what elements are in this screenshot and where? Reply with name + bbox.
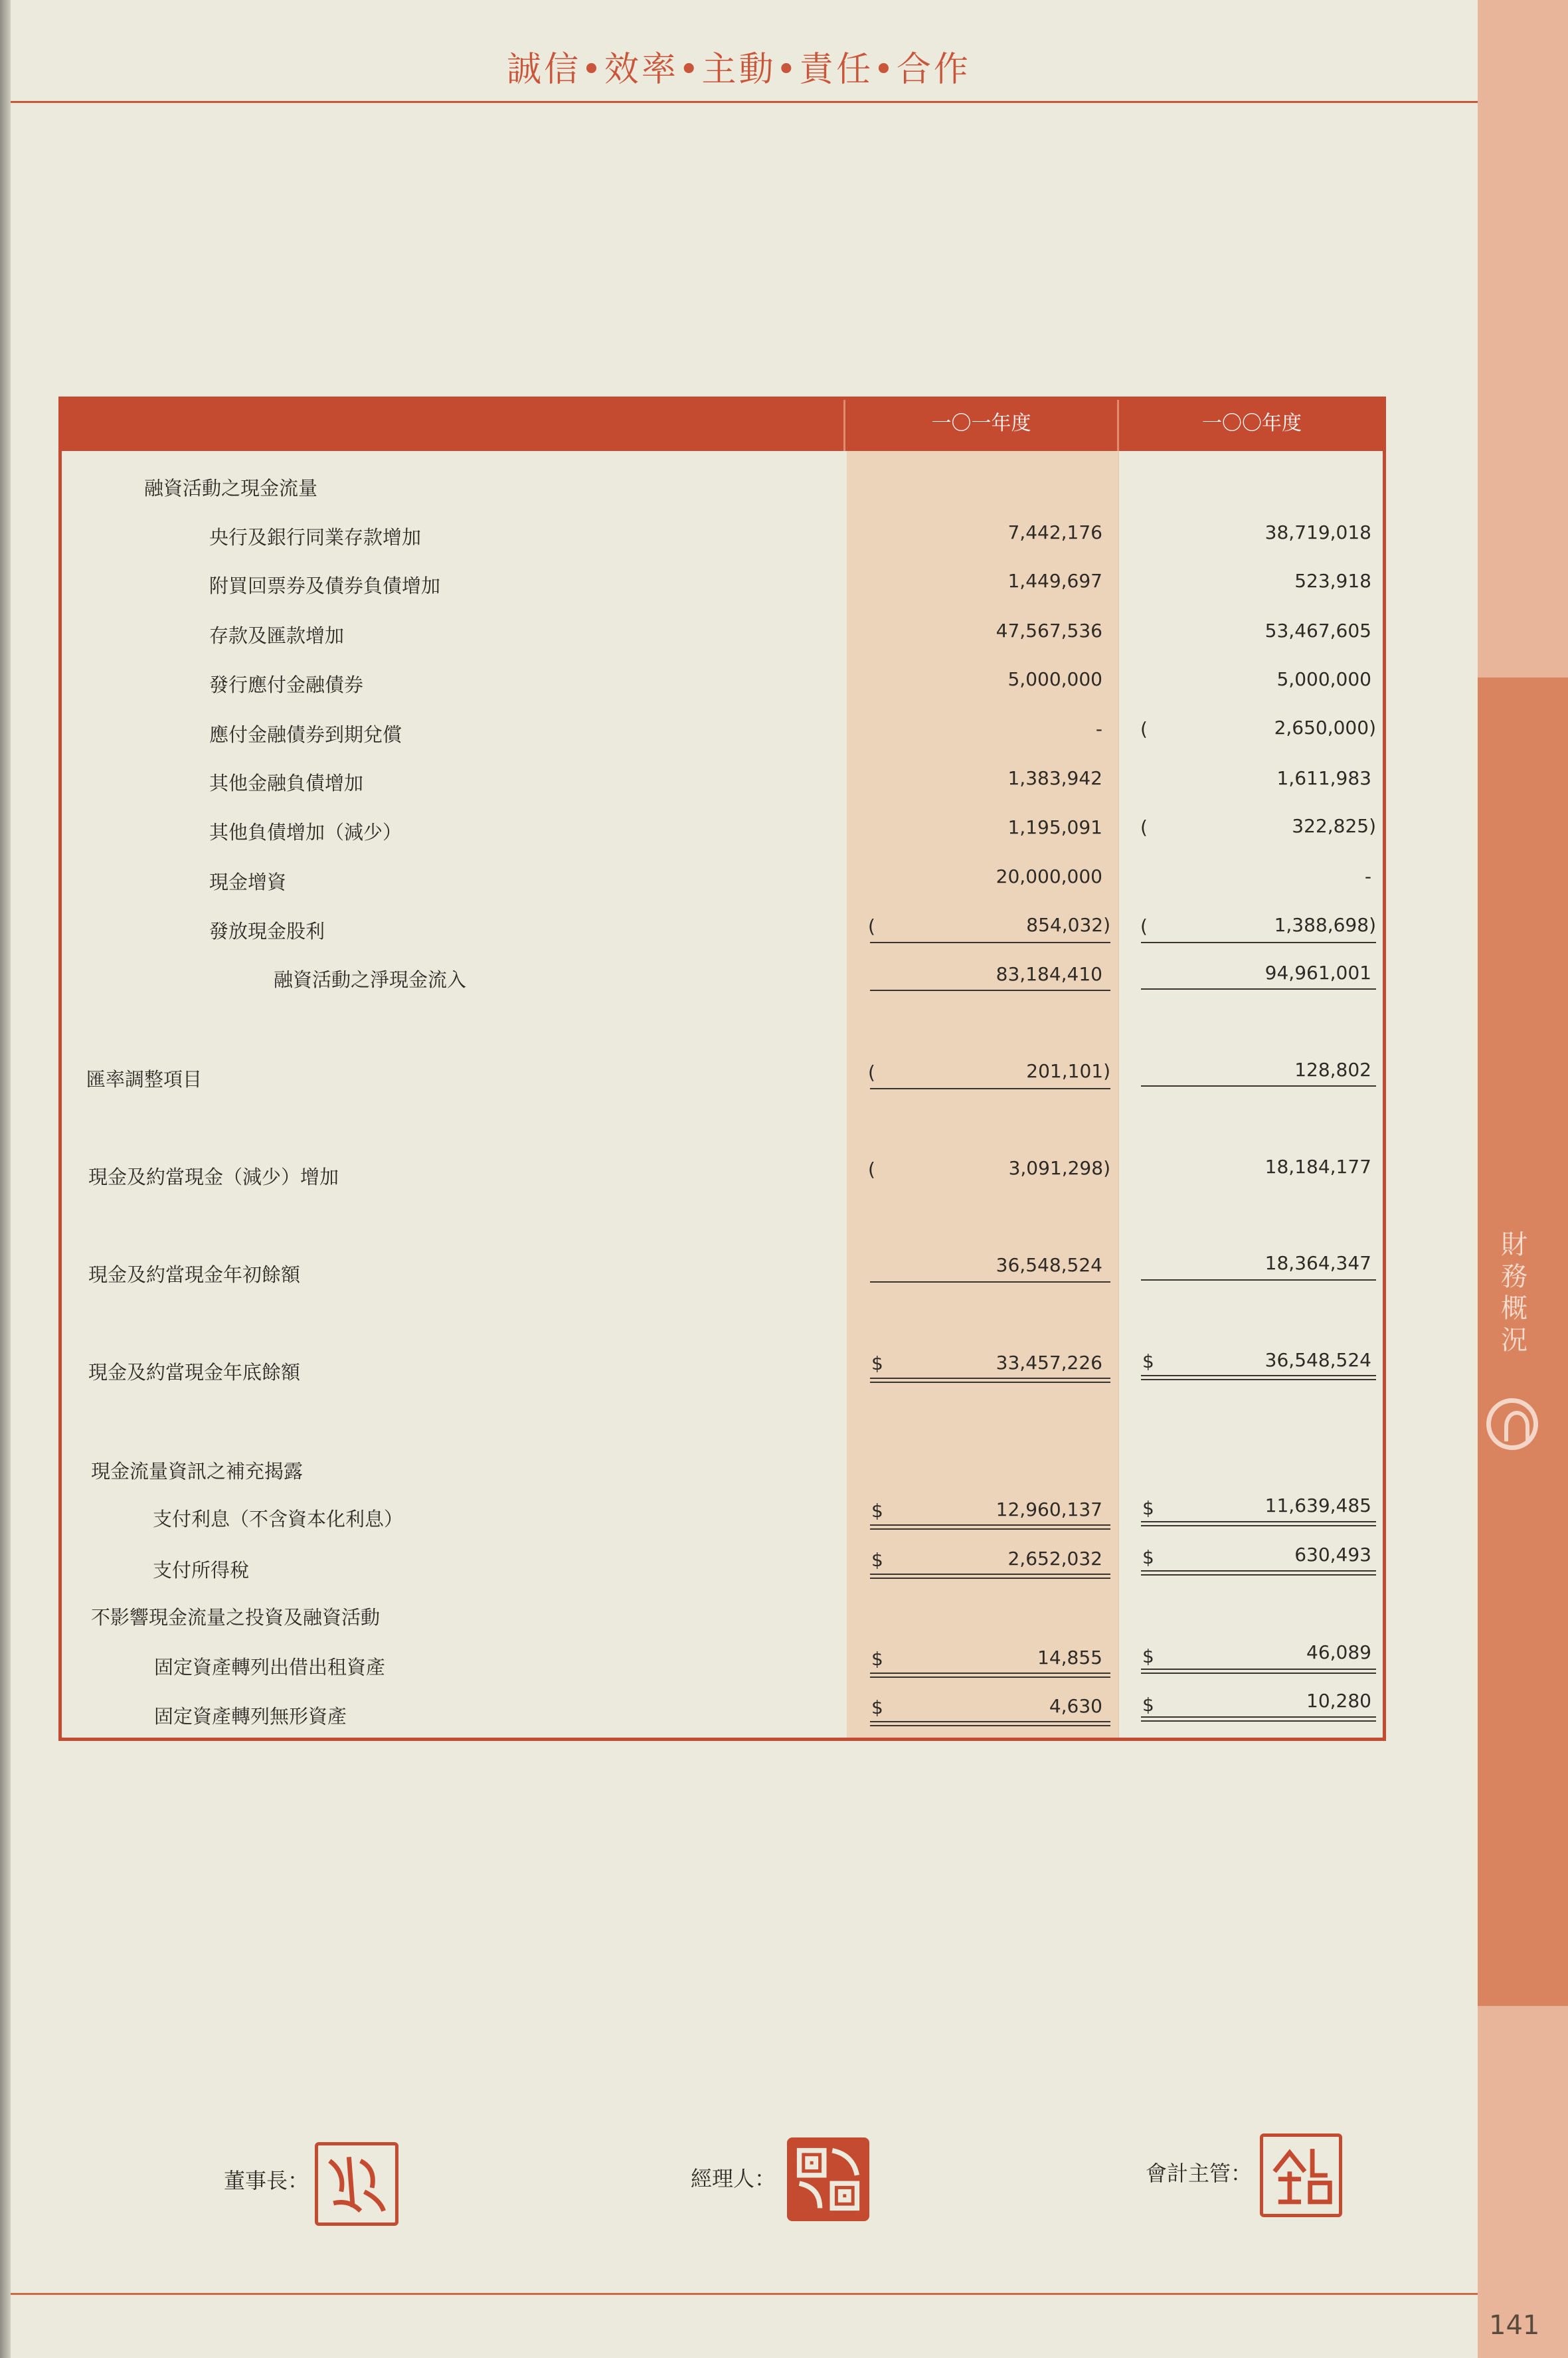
value-101: 36,548,524 bbox=[996, 1254, 1102, 1276]
value-100: 630,493 bbox=[1294, 1544, 1371, 1566]
row-label: 發行應付金融債券 bbox=[209, 674, 364, 696]
value-101: 4,630 bbox=[1049, 1695, 1102, 1717]
double-underline bbox=[870, 1677, 1110, 1678]
value-101: 14,855 bbox=[1037, 1647, 1102, 1669]
value-101: 3,091,298) bbox=[1008, 1157, 1110, 1179]
page-binding-shadow bbox=[0, 0, 11, 2358]
accounting-label: 會計主管： bbox=[1146, 2161, 1253, 2186]
value-100: 94,961,001 bbox=[1264, 962, 1371, 984]
header-divider bbox=[11, 101, 1478, 103]
page-motto: 誠信•效率•主動•責任•合作 bbox=[507, 50, 971, 90]
dollar-sign: $ bbox=[1142, 1497, 1154, 1519]
row-label: 其他負債增加（減少） bbox=[209, 821, 402, 844]
value-101: 47,567,536 bbox=[996, 620, 1102, 642]
column-header-101: 一〇一年度 bbox=[931, 412, 1031, 435]
open-paren: ( bbox=[1140, 915, 1148, 937]
value-101: - bbox=[1095, 718, 1102, 740]
value-100: - bbox=[1364, 865, 1371, 887]
manager-label: 經理人： bbox=[691, 2166, 776, 2191]
value-100: 46,089 bbox=[1306, 1641, 1371, 1663]
value-100: 322,825) bbox=[1292, 815, 1376, 837]
chairman-seal-icon bbox=[315, 2142, 398, 2226]
dollar-sign: $ bbox=[871, 1696, 883, 1718]
dollar-sign: $ bbox=[871, 1648, 883, 1670]
double-underline bbox=[1141, 1669, 1376, 1670]
value-100: 11,639,485 bbox=[1264, 1495, 1371, 1516]
accounting-seal-icon bbox=[1260, 2133, 1342, 2217]
row-label: 不影響現金流量之投資及融資活動 bbox=[91, 1606, 381, 1629]
row-label: 現金及約當現金年初餘額 bbox=[88, 1263, 301, 1286]
value-100: 10,280 bbox=[1306, 1690, 1371, 1712]
open-paren: ( bbox=[868, 1061, 875, 1083]
open-paren: ( bbox=[1140, 816, 1148, 838]
value-100: 36,548,524 bbox=[1264, 1349, 1371, 1371]
row-label: 發放現金股利 bbox=[209, 920, 325, 943]
double-underline bbox=[1141, 1673, 1376, 1674]
row-label: 現金流量資訊之補充揭露 bbox=[91, 1460, 304, 1483]
value-101: 20,000,000 bbox=[996, 865, 1102, 887]
row-label: 現金及約當現金年底餘額 bbox=[88, 1361, 301, 1384]
double-underline bbox=[870, 1382, 1110, 1383]
row-label: 支付利息（不含資本化利息） bbox=[153, 1508, 404, 1530]
double-underline bbox=[1141, 1570, 1376, 1572]
page-number: 141 bbox=[1489, 2310, 1540, 2341]
double-underline bbox=[870, 1528, 1110, 1530]
value-101: 1,195,091 bbox=[1007, 816, 1102, 838]
double-underline bbox=[870, 1574, 1110, 1575]
double-underline bbox=[1141, 1720, 1376, 1722]
side-tab-label: 財務概況 bbox=[1501, 1229, 1527, 1356]
double-underline bbox=[870, 1578, 1110, 1579]
row-label: 應付金融債券到期兌償 bbox=[209, 723, 402, 746]
dollar-sign: $ bbox=[871, 1549, 883, 1571]
value-101: 1,449,697 bbox=[1007, 570, 1102, 592]
double-underline bbox=[870, 1378, 1110, 1379]
value-100: 128,802 bbox=[1294, 1059, 1371, 1081]
underline bbox=[870, 1281, 1110, 1283]
double-underline bbox=[1141, 1379, 1376, 1380]
double-underline bbox=[870, 1673, 1110, 1674]
value-101: 854,032) bbox=[1026, 914, 1110, 936]
open-paren: ( bbox=[868, 915, 875, 937]
row-label: 固定資產轉列無形資產 bbox=[154, 1705, 347, 1728]
double-underline bbox=[1141, 1375, 1376, 1376]
row-label: 其他金融負債增加 bbox=[209, 772, 364, 794]
value-101: 5,000,000 bbox=[1007, 668, 1102, 690]
value-100: 523,918 bbox=[1294, 570, 1371, 592]
value-100: 1,388,698) bbox=[1274, 914, 1376, 936]
double-underline bbox=[1141, 1521, 1376, 1522]
underline bbox=[1141, 1085, 1376, 1087]
value-101: 33,457,226 bbox=[996, 1352, 1102, 1374]
row-label: 支付所得稅 bbox=[153, 1559, 250, 1582]
double-underline bbox=[1141, 1525, 1376, 1526]
dollar-sign: $ bbox=[871, 1352, 883, 1374]
footer-divider bbox=[11, 2293, 1478, 2295]
company-logo-icon bbox=[1486, 1398, 1538, 1450]
row-label: 現金增資 bbox=[209, 871, 287, 893]
value-100: 2,650,000) bbox=[1274, 717, 1376, 739]
value-101: 12,960,137 bbox=[996, 1498, 1102, 1520]
total-underline bbox=[1141, 988, 1376, 990]
value-100: 53,467,605 bbox=[1264, 620, 1371, 642]
row-label: 匯率調整項目 bbox=[86, 1068, 203, 1091]
value-100: 5,000,000 bbox=[1276, 668, 1371, 690]
subtotal-underline bbox=[870, 942, 1110, 943]
value-101: 83,184,410 bbox=[996, 963, 1102, 985]
double-underline bbox=[1141, 1574, 1376, 1576]
row-label: 附買回票券及債券負債增加 bbox=[209, 575, 441, 597]
row-label: 融資活動之現金流量 bbox=[144, 477, 318, 499]
double-underline bbox=[870, 1725, 1110, 1726]
dollar-sign: $ bbox=[1142, 1694, 1154, 1716]
row-label: 固定資產轉列出借出租資產 bbox=[154, 1656, 386, 1678]
dollar-sign: $ bbox=[871, 1500, 883, 1522]
column-header-100: 一〇〇年度 bbox=[1202, 412, 1302, 435]
underline bbox=[1141, 1279, 1376, 1281]
double-underline bbox=[870, 1524, 1110, 1526]
value-100: 1,611,983 bbox=[1276, 767, 1371, 789]
open-paren: ( bbox=[868, 1158, 875, 1180]
value-101: 2,652,032 bbox=[1007, 1548, 1102, 1570]
value-101: 1,383,942 bbox=[1007, 767, 1102, 789]
dollar-sign: $ bbox=[1142, 1645, 1154, 1667]
value-100: 38,719,018 bbox=[1264, 521, 1371, 543]
value-101: 7,442,176 bbox=[1007, 521, 1102, 543]
row-label: 央行及銀行同業存款增加 bbox=[209, 526, 422, 549]
underline bbox=[870, 1088, 1110, 1089]
row-label: 現金及約當現金（減少）增加 bbox=[88, 1166, 339, 1188]
open-paren: ( bbox=[1140, 718, 1148, 740]
double-underline bbox=[870, 1721, 1110, 1722]
row-label-subtotal: 融資活動之淨現金流入 bbox=[274, 968, 467, 991]
chairman-label: 董事長： bbox=[224, 2168, 309, 2193]
dollar-sign: $ bbox=[1142, 1546, 1154, 1568]
total-underline bbox=[870, 990, 1110, 991]
double-underline bbox=[1141, 1716, 1376, 1718]
row-label: 存款及匯款增加 bbox=[209, 624, 345, 647]
dollar-sign: $ bbox=[1142, 1350, 1154, 1372]
value-100: 18,184,177 bbox=[1264, 1156, 1371, 1178]
value-100: 18,364,347 bbox=[1264, 1252, 1371, 1274]
manager-seal-icon bbox=[787, 2137, 869, 2221]
value-101: 201,101) bbox=[1026, 1060, 1110, 1082]
subtotal-underline bbox=[1141, 942, 1376, 943]
